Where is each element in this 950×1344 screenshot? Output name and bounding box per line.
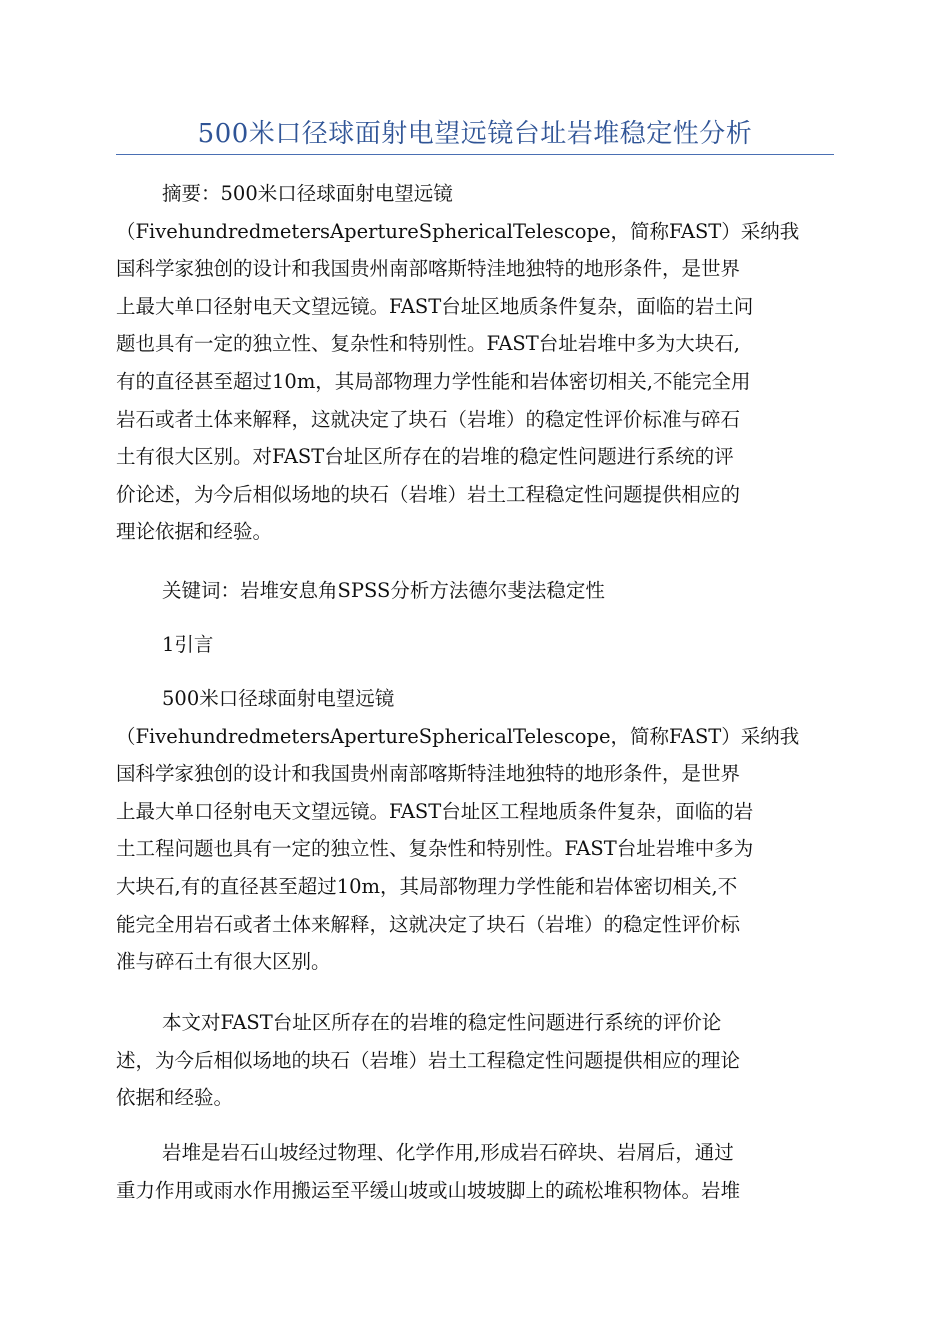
abstract-line: 上最大单口径射电天文望远镜。FAST台址区地质条件复杂，面临的岩土问 (116, 294, 754, 318)
intro-line: 准与碎石土有很大区别。 (116, 950, 331, 974)
title-underline (116, 154, 834, 155)
talus-line: 岩堆是岩石山坡经过物理、化学作用,形成岩石碎块、岩屑后，通过 (162, 1141, 734, 1164)
abstract-line: 土有很大区别。对FAST台址区所存在的岩堆的稳定性问题进行系统的评 (116, 445, 734, 469)
talus-paragraph (116, 1134, 834, 1209)
abstract-line: 摘要：500米口径球面射电望远镜 (162, 182, 453, 205)
section-heading (116, 626, 834, 664)
abstract-line: 价论述，为今后相似场地的块石（岩堆）岩土工程稳定性问题提供相应的 (116, 482, 741, 506)
abstract-line: 岩石或者土体来解释，这就决定了块石（岩堆）的稳定性评价标准与碎石 (116, 407, 741, 431)
abstract-line: （FivehundredmetersApertureSphericalTelescope，简称FAST）采纳我 (116, 219, 800, 243)
abstract-line: 有的直径甚至超过10m，其局部物理力学性能和岩体密切相关,不能完全用 (116, 369, 751, 393)
intro-line: （FivehundredmetersApertureSphericalTelescope，简称FAST）采纳我 (116, 724, 800, 748)
document-title: 500米口径球面射电望远镜台址岩堆稳定性分析 (197, 119, 753, 149)
intro-line: 500米口径球面射电望远镜 (162, 687, 395, 710)
purpose-line: 依据和经验。 (116, 1086, 234, 1110)
intro-line: 土工程问题也具有一定的独立性、复杂性和特别性。FAST台址岩堆中多为 (116, 837, 754, 861)
abstract-line: 理论依据和经验。 (116, 520, 273, 544)
talus-line: 重力作用或雨水作用搬运至平缓山坡或山坡坡脚上的疏松堆积物体。岩堆 (116, 1178, 741, 1202)
purpose-line: 述，为今后相似场地的块石（岩堆）岩土工程稳定性问题提供相应的理论 (116, 1048, 741, 1072)
intro-line: 大块石,有的直径甚至超过10m，其局部物理力学性能和岩体密切相关,不 (116, 874, 738, 898)
intro-line: 国科学家独创的设计和我国贵州南部喀斯特洼地独特的地形条件，是世界 (116, 762, 741, 786)
keywords-line: 关键词：岩堆安息角SPSS分析方法德尔斐法稳定性 (162, 579, 605, 602)
abstract-line: 国科学家独创的设计和我国贵州南部喀斯特洼地独特的地形条件，是世界 (116, 257, 741, 281)
abstract-line: 题也具有一定的独立性、复杂性和特别性。FAST台址岩堆中多为大块石, (116, 332, 740, 356)
intro-line: 能完全用岩石或者土体来解释，这就决定了块石（岩堆）的稳定性评价标 (116, 912, 741, 936)
keywords-paragraph (116, 572, 834, 610)
intro-line: 上最大单口径射电天文望远镜。FAST台址区工程地质条件复杂，面临的岩 (116, 799, 754, 823)
abstract-paragraph (116, 175, 834, 551)
purpose-line: 本文对FAST台址区所存在的岩堆的稳定性问题进行系统的评价论 (162, 1011, 722, 1034)
intro-paragraph (116, 680, 834, 981)
section-heading-text: 1引言 (162, 633, 214, 656)
purpose-paragraph (116, 1004, 834, 1117)
